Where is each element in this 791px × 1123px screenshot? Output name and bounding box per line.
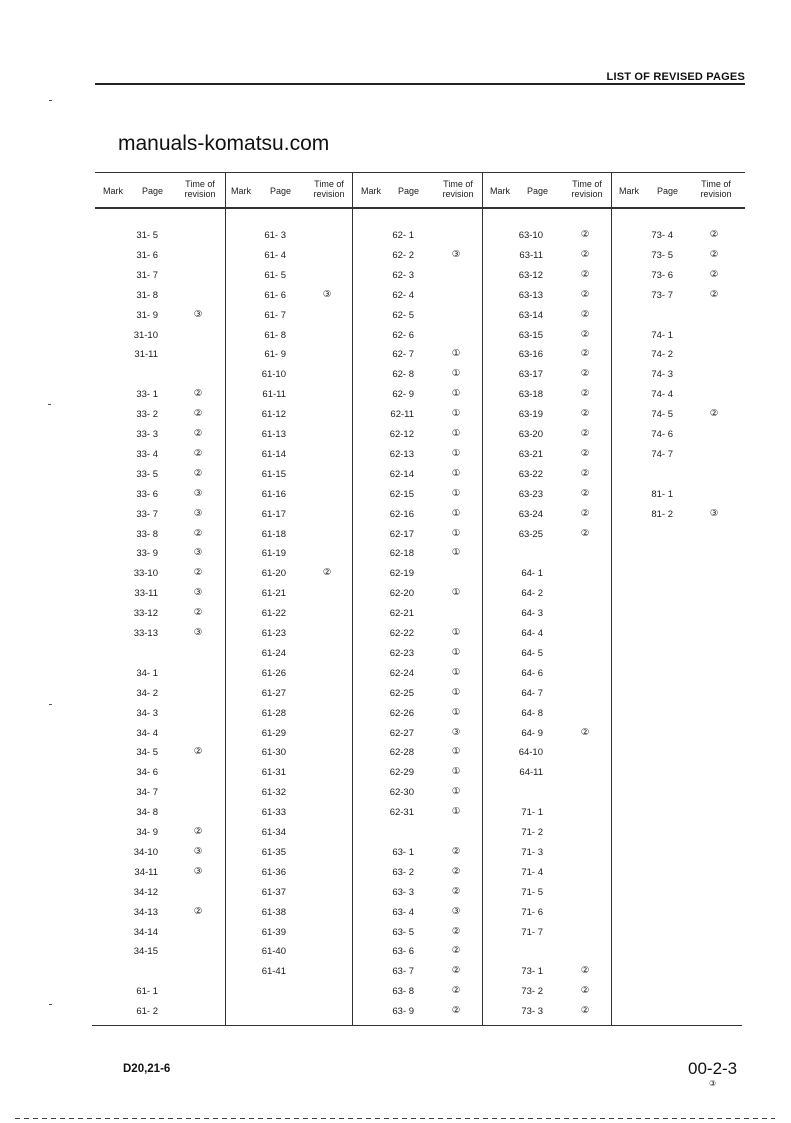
page-cell: 61- 4 bbox=[264, 249, 286, 261]
page-cell: 61-16 bbox=[261, 488, 286, 500]
revision-cell: ③ bbox=[193, 308, 203, 320]
page-cell: 33- 7 bbox=[136, 508, 158, 520]
page-cell: 62-16 bbox=[389, 508, 414, 520]
page-cell: 63- 2 bbox=[392, 866, 414, 878]
page-cell: 31-10 bbox=[133, 329, 158, 341]
page-cell: 63- 7 bbox=[392, 966, 414, 978]
page-cell: 61- 2 bbox=[136, 1006, 158, 1018]
page-cell: 62- 8 bbox=[392, 369, 414, 381]
page-cell: 73- 2 bbox=[521, 986, 543, 998]
page-cell: 61- 6 bbox=[264, 289, 286, 301]
page-cell: 61- 3 bbox=[264, 230, 286, 241]
page-cell: 33- 3 bbox=[136, 429, 158, 440]
page-cell: 61-12 bbox=[261, 409, 286, 421]
page-cell: 62-23 bbox=[389, 647, 414, 659]
page-cell: 61-32 bbox=[261, 787, 286, 799]
column-divider bbox=[611, 172, 612, 1025]
revision-cell: ② bbox=[451, 945, 461, 957]
page-cell: 64- 9 bbox=[521, 727, 543, 739]
page-cell: 73- 7 bbox=[651, 289, 673, 301]
column-header-page: Page bbox=[527, 186, 549, 196]
page-cell: 74- 6 bbox=[651, 429, 673, 440]
page-cell: 61-14 bbox=[261, 448, 286, 460]
page-cell: 61-17 bbox=[261, 508, 286, 520]
revision-cell: ② bbox=[193, 607, 203, 619]
page-cell: 61-18 bbox=[261, 528, 286, 540]
page-cell: 61-26 bbox=[261, 667, 286, 679]
page-cell: 64-11 bbox=[519, 767, 543, 779]
page-cell: 73- 3 bbox=[521, 1006, 543, 1018]
page-cell: 62-11 bbox=[390, 409, 414, 421]
revision-mark: ③ bbox=[709, 1079, 717, 1088]
page-cell: 34- 4 bbox=[136, 727, 158, 739]
column-header-mark: Mark bbox=[361, 186, 381, 196]
page-cell: 34- 2 bbox=[136, 687, 158, 699]
page-cell: 61-28 bbox=[261, 707, 286, 719]
page-cell: 33- 4 bbox=[136, 448, 158, 460]
revision-cell: ② bbox=[580, 487, 590, 499]
revision-cell: ③ bbox=[193, 627, 203, 638]
page-cell: 61-15 bbox=[261, 468, 286, 480]
page-cell: 61-10 bbox=[261, 369, 286, 381]
page-cell: 71- 4 bbox=[521, 866, 543, 878]
page-cell: 31- 7 bbox=[136, 269, 158, 281]
column-header-revision: Time of revision bbox=[571, 179, 603, 199]
page-cell: 63- 6 bbox=[392, 946, 414, 958]
page-cell: 31- 6 bbox=[136, 249, 158, 261]
page-cell: 63-24 bbox=[518, 508, 543, 520]
model-number: D20,21-6 bbox=[123, 1063, 171, 1075]
scan-speck bbox=[49, 704, 52, 705]
revision-cell: ③ bbox=[322, 288, 332, 300]
page-cell: 62-15 bbox=[389, 488, 414, 500]
revision-cell: ② bbox=[580, 507, 590, 519]
revision-cell: ③ bbox=[193, 547, 203, 559]
page-cell: 62- 3 bbox=[392, 269, 414, 281]
page-cell: 62- 5 bbox=[392, 309, 414, 321]
page-cell: 62-21 bbox=[389, 608, 414, 620]
page-cell: 33-10 bbox=[133, 568, 158, 580]
revision-cell: ② bbox=[580, 985, 590, 997]
column-header-revision: Time of revision bbox=[184, 179, 216, 199]
page-cell: 64- 8 bbox=[521, 707, 543, 719]
revision-cell: ③ bbox=[193, 845, 203, 857]
page-cell: 61-37 bbox=[261, 886, 286, 898]
revision-cell: ③ bbox=[451, 248, 461, 260]
page-cell: 73- 4 bbox=[651, 230, 673, 241]
page-cell: 63-17 bbox=[518, 369, 543, 381]
table-bottom-rule bbox=[92, 1025, 742, 1026]
page-cell: 61- 7 bbox=[264, 309, 286, 321]
revision-cell: ② bbox=[580, 428, 590, 439]
page-cell: 64- 4 bbox=[521, 628, 543, 639]
watermark-text: manuals-komatsu.com bbox=[118, 132, 330, 155]
revision-cell: ② bbox=[709, 288, 719, 300]
page-cell: 33- 6 bbox=[136, 488, 158, 500]
page-cell: 71- 2 bbox=[521, 827, 543, 838]
page-cell: 81- 1 bbox=[651, 488, 673, 500]
revision-cell: ③ bbox=[451, 905, 461, 917]
page-cell: 63- 9 bbox=[392, 1006, 414, 1018]
revision-cell: ② bbox=[580, 308, 590, 320]
scan-speck bbox=[49, 100, 52, 101]
page-cell: 34- 7 bbox=[136, 787, 158, 799]
page-cell: 64- 6 bbox=[521, 667, 543, 679]
page-cell: 34- 3 bbox=[136, 707, 158, 719]
table-top-rule bbox=[95, 172, 745, 173]
revision-cell: ① bbox=[451, 408, 461, 420]
page-cell: 34-14 bbox=[133, 926, 158, 938]
revision-cell: ② bbox=[193, 388, 203, 400]
revision-cell: ① bbox=[451, 388, 461, 400]
revision-cell: ③ bbox=[193, 507, 203, 519]
page-title: LIST OF REVISED PAGES bbox=[606, 71, 745, 83]
page-cell: 61- 8 bbox=[264, 329, 286, 341]
column-header-revision: Time of revision bbox=[313, 179, 345, 199]
page-cell: 61-35 bbox=[261, 846, 286, 858]
page-cell: 74- 2 bbox=[651, 349, 673, 361]
revision-cell: ② bbox=[580, 726, 590, 738]
revision-cell: ③ bbox=[193, 587, 203, 599]
page-cell: 63-19 bbox=[518, 409, 543, 421]
page-cell: 31-11 bbox=[134, 349, 158, 361]
page-cell: 62-25 bbox=[389, 687, 414, 699]
page-cell: 64- 5 bbox=[521, 647, 543, 659]
page-cell: 61-27 bbox=[261, 687, 286, 699]
revision-cell: ① bbox=[451, 348, 461, 360]
page-cell: 61-22 bbox=[261, 608, 286, 620]
revision-cell: ① bbox=[451, 507, 461, 519]
page-cell: 63-22 bbox=[518, 468, 543, 480]
page-cell: 61-30 bbox=[261, 747, 286, 759]
page-cell: 73- 6 bbox=[651, 269, 673, 281]
revision-cell: ③ bbox=[193, 865, 203, 877]
column-divider bbox=[352, 172, 353, 1025]
revision-cell: ② bbox=[580, 248, 590, 260]
page-cell: 62-29 bbox=[389, 767, 414, 779]
column-header-page: Page bbox=[270, 186, 292, 196]
page-cell: 63-11 bbox=[519, 249, 543, 261]
page-cell: 33- 1 bbox=[136, 389, 158, 401]
revision-cell: ② bbox=[709, 408, 719, 420]
page-cell: 63-13 bbox=[518, 289, 543, 301]
revision-cell: ② bbox=[580, 368, 590, 380]
revision-cell: ② bbox=[451, 885, 461, 897]
revision-cell: ① bbox=[451, 547, 461, 559]
header-rule bbox=[95, 83, 745, 85]
page-cell: 61-11 bbox=[262, 389, 286, 401]
page-cell: 34- 1 bbox=[136, 667, 158, 679]
page-cell: 61-21 bbox=[261, 588, 286, 600]
revision-cell: ② bbox=[580, 348, 590, 360]
column-header-page: Page bbox=[657, 186, 679, 196]
page-cell: 63-25 bbox=[518, 528, 543, 540]
revision-cell: ② bbox=[193, 746, 203, 758]
revision-cell: ② bbox=[451, 845, 461, 857]
revision-cell: ③ bbox=[451, 726, 461, 738]
revision-cell: ① bbox=[451, 706, 461, 718]
page-cell: 64- 7 bbox=[521, 687, 543, 699]
revision-cell: ② bbox=[451, 985, 461, 997]
page-cell: 64-10 bbox=[518, 747, 543, 759]
page-cell: 63-18 bbox=[518, 389, 543, 401]
page-cell: 61-13 bbox=[261, 429, 286, 440]
revision-cell: ① bbox=[451, 786, 461, 798]
page-cell: 73- 1 bbox=[521, 966, 543, 978]
page-cell: 34- 8 bbox=[136, 807, 158, 819]
page-cell: 71- 6 bbox=[521, 906, 543, 918]
page-cell: 34-15 bbox=[133, 946, 158, 958]
page-cell: 34-13 bbox=[133, 906, 158, 918]
page-cell: 63- 3 bbox=[392, 886, 414, 898]
page-cell: 31- 8 bbox=[136, 289, 158, 301]
page-cell: 63- 4 bbox=[392, 906, 414, 918]
revision-cell: ① bbox=[451, 746, 461, 758]
scan-speck bbox=[49, 1004, 52, 1005]
column-header-mark: Mark bbox=[619, 186, 639, 196]
page-cell: 61-20 bbox=[261, 568, 286, 580]
column-header-mark: Mark bbox=[103, 186, 123, 196]
revision-cell: ② bbox=[580, 288, 590, 300]
scan-edge bbox=[15, 1118, 775, 1119]
page-cell: 61- 9 bbox=[264, 349, 286, 361]
revision-cell: ② bbox=[193, 905, 203, 917]
page-cell: 71- 3 bbox=[521, 846, 543, 858]
page-cell: 74- 1 bbox=[651, 329, 673, 341]
column-header-revision: Time of revision bbox=[442, 179, 474, 199]
revision-cell: ① bbox=[451, 627, 461, 638]
revision-cell: ① bbox=[451, 646, 461, 658]
column-header-mark: Mark bbox=[490, 186, 510, 196]
page-cell: 33- 9 bbox=[136, 548, 158, 560]
page-cell: 33-12 bbox=[133, 608, 158, 620]
page-cell: 74- 7 bbox=[651, 448, 673, 460]
page-cell: 71- 7 bbox=[521, 926, 543, 938]
page-number: 00-2-3 bbox=[688, 1059, 738, 1078]
revision-cell: ② bbox=[580, 965, 590, 977]
page-cell: 61-19 bbox=[261, 548, 286, 560]
revision-cell: ② bbox=[451, 965, 461, 977]
page-cell: 33-11 bbox=[134, 588, 158, 600]
revision-cell: ② bbox=[193, 447, 203, 459]
page-cell: 62-26 bbox=[389, 707, 414, 719]
revision-cell: ② bbox=[193, 428, 203, 439]
page-cell: 61-24 bbox=[261, 647, 286, 659]
page-cell: 63- 1 bbox=[392, 846, 414, 858]
page-cell: 61-34 bbox=[261, 827, 286, 838]
revision-cell: ② bbox=[580, 408, 590, 420]
page-cell: 61-36 bbox=[261, 866, 286, 878]
page-cell: 63- 8 bbox=[392, 986, 414, 998]
page-cell: 64- 1 bbox=[521, 568, 543, 580]
revision-cell: ② bbox=[451, 925, 461, 937]
page-cell: 34-12 bbox=[133, 886, 158, 898]
revision-cell: ② bbox=[580, 1005, 590, 1017]
page-cell: 62-27 bbox=[389, 727, 414, 739]
revision-cell: ② bbox=[709, 248, 719, 260]
scan-speck bbox=[48, 404, 51, 405]
revision-cell: ② bbox=[193, 408, 203, 420]
revision-cell: ② bbox=[580, 447, 590, 459]
revision-cell: ① bbox=[451, 686, 461, 698]
column-header-page: Page bbox=[142, 186, 164, 196]
revision-cell: ② bbox=[193, 826, 203, 837]
page-cell: 33- 8 bbox=[136, 528, 158, 540]
page-cell: 61-31 bbox=[261, 767, 286, 779]
page-cell: 74- 4 bbox=[651, 389, 673, 401]
page-cell: 63-12 bbox=[518, 269, 543, 281]
page-cell: 61-41 bbox=[261, 966, 286, 978]
page-cell: 61-39 bbox=[261, 926, 286, 938]
page-cell: 63-10 bbox=[518, 230, 543, 241]
page-cell: 61-29 bbox=[261, 727, 286, 739]
page-cell: 33- 5 bbox=[136, 468, 158, 480]
revision-cell: ② bbox=[580, 328, 590, 340]
page-cell: 62-13 bbox=[389, 448, 414, 460]
page-cell: 62-30 bbox=[389, 787, 414, 799]
page-cell: 62- 4 bbox=[392, 289, 414, 301]
page-cell: 81- 2 bbox=[651, 508, 673, 520]
revision-cell: ② bbox=[580, 268, 590, 280]
page-cell: 62-19 bbox=[389, 568, 414, 580]
page-cell: 63-23 bbox=[518, 488, 543, 500]
revision-cell: ① bbox=[451, 587, 461, 599]
revision-cell: ① bbox=[451, 666, 461, 678]
revision-cell: ① bbox=[451, 368, 461, 380]
page-cell: 64- 2 bbox=[521, 588, 543, 600]
revision-cell: ② bbox=[193, 567, 203, 579]
page-cell: 63-16 bbox=[518, 349, 543, 361]
revision-cell: ② bbox=[580, 229, 590, 240]
revision-cell: ① bbox=[451, 806, 461, 818]
page-cell: 71- 5 bbox=[521, 886, 543, 898]
page-cell: 34-11 bbox=[134, 866, 158, 878]
page-cell: 62- 2 bbox=[392, 249, 414, 261]
revision-cell: ① bbox=[451, 428, 461, 439]
revision-cell: ① bbox=[451, 447, 461, 459]
page-cell: 31- 9 bbox=[136, 309, 158, 321]
page-cell: 64- 3 bbox=[521, 608, 543, 620]
page-cell: 34- 6 bbox=[136, 767, 158, 779]
revision-cell: ① bbox=[451, 766, 461, 778]
page-cell: 34- 5 bbox=[136, 747, 158, 759]
revision-cell: ① bbox=[451, 527, 461, 539]
revision-cell: ② bbox=[580, 467, 590, 479]
page-cell: 62-22 bbox=[389, 628, 414, 639]
table-header-rule bbox=[95, 207, 745, 209]
column-header-mark: Mark bbox=[231, 186, 251, 196]
revision-cell: ② bbox=[193, 527, 203, 539]
page-cell: 63-20 bbox=[518, 429, 543, 440]
page-cell: 33-13 bbox=[133, 628, 158, 639]
page-cell: 61-33 bbox=[261, 807, 286, 819]
column-divider bbox=[225, 172, 226, 1025]
page-cell: 61-40 bbox=[261, 946, 286, 958]
page-cell: 62-31 bbox=[389, 807, 414, 819]
column-header-page: Page bbox=[398, 186, 420, 196]
revision-cell: ③ bbox=[193, 487, 203, 499]
page-cell: 62- 9 bbox=[392, 389, 414, 401]
page-cell: 62-12 bbox=[389, 429, 414, 440]
column-header-revision: Time of revision bbox=[700, 179, 732, 199]
page-cell: 61- 1 bbox=[136, 986, 158, 998]
revision-cell: ② bbox=[451, 1005, 461, 1017]
revision-cell: ② bbox=[580, 388, 590, 400]
revision-cell: ① bbox=[451, 487, 461, 499]
page-cell: 63- 5 bbox=[392, 926, 414, 938]
page-cell: 71- 1 bbox=[521, 807, 543, 819]
page-cell: 34- 9 bbox=[136, 827, 158, 838]
page-cell: 62-14 bbox=[389, 468, 414, 480]
page-cell: 74- 5 bbox=[651, 409, 673, 421]
page-cell: 62-20 bbox=[389, 588, 414, 600]
page-cell: 62-28 bbox=[389, 747, 414, 759]
page-cell: 62-24 bbox=[389, 667, 414, 679]
page-cell: 63-15 bbox=[518, 329, 543, 341]
page-cell: 61- 5 bbox=[264, 269, 286, 281]
page-cell: 63-14 bbox=[518, 309, 543, 321]
page-cell: 62- 7 bbox=[392, 349, 414, 361]
revision-cell: ① bbox=[451, 467, 461, 479]
page-cell: 62-17 bbox=[389, 528, 414, 540]
revision-cell: ② bbox=[580, 527, 590, 539]
revision-cell: ② bbox=[709, 268, 719, 280]
revision-cell: ② bbox=[451, 865, 461, 877]
page-cell: 62-18 bbox=[389, 548, 414, 560]
revision-cell: ② bbox=[322, 567, 332, 579]
page-cell: 31- 5 bbox=[136, 230, 158, 241]
page-cell: 34-10 bbox=[133, 846, 158, 858]
revision-cell: ③ bbox=[709, 507, 719, 519]
page-cell: 63-21 bbox=[518, 448, 543, 460]
page-cell: 62- 1 bbox=[392, 230, 414, 241]
revision-cell: ② bbox=[709, 229, 719, 240]
page-cell: 74- 3 bbox=[651, 369, 673, 381]
page-cell: 33- 2 bbox=[136, 409, 158, 421]
page-cell: 73- 5 bbox=[651, 249, 673, 261]
page-cell: 61-23 bbox=[261, 628, 286, 639]
page-cell: 61-38 bbox=[261, 906, 286, 918]
revision-cell: ② bbox=[193, 467, 203, 479]
page-cell: 62- 6 bbox=[392, 329, 414, 341]
column-divider bbox=[482, 172, 483, 1025]
